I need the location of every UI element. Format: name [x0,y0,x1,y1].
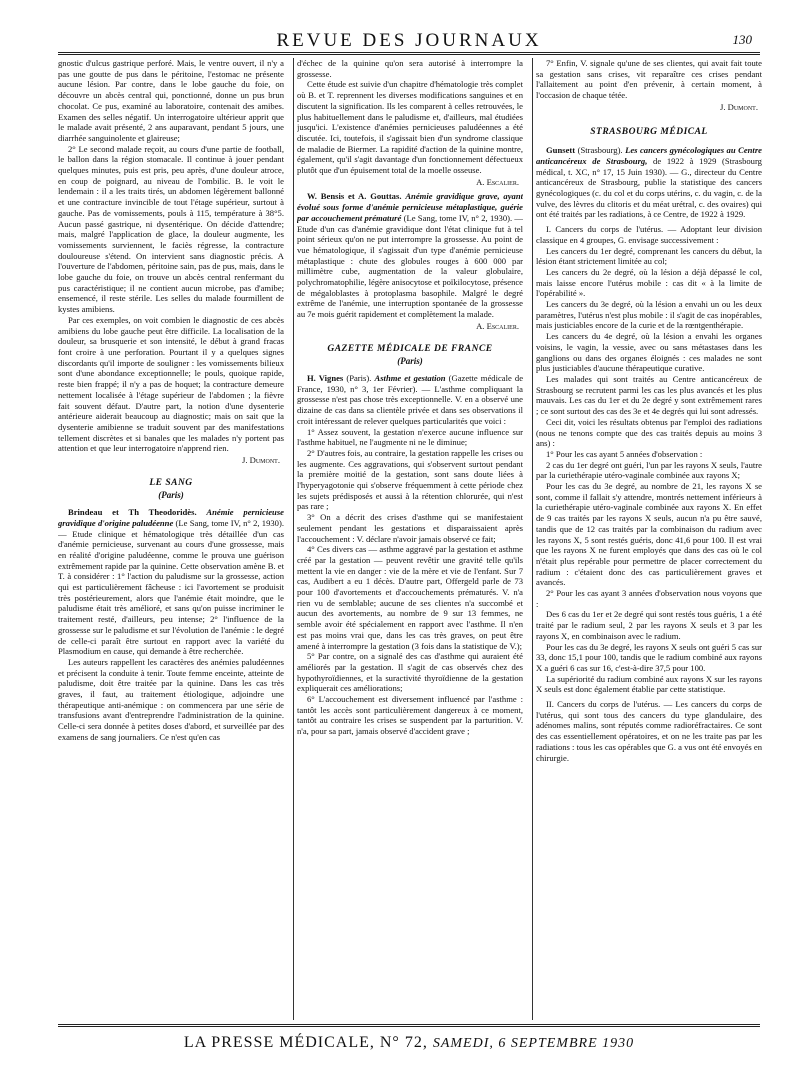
paragraph: 1° Pour les cas ayant 5 années d'observation : [546,448,703,459]
paragraph: Les cancers du 1er degré, comprenant les cancers du début, la lésion étant strictement limitée au col; [536,245,762,267]
article-authors: H. Vignes [307,372,344,383]
column-1 [58,58,284,1016]
paragraph: Par ces exemples, on voit combien le diagnostic de ces abcès amibiens du lobe gauche peut être difficile. La localisation de la douleur, sa brusquerie et son intensité, le début à grand fracas font croire à une perforation. Pourtant il y a quelques signes discordants qu'il importe de souligner : les vomissements bilieux sont d'une abondance exceptionnelle; le pouls, quoique rapide, reste bien frappé; il n'y a pas de hoquet; la contracture demeure nettement localisée à l'étage supérieur de l'abdomen ; la fièvre fait souvent défaut. D'autre part, la notion d'une dysenterie antérieure aiderait beaucoup au diagnostic; mais on sait que la dysenterie amibienne se traduit souvent par des manifestations tellement discrètes et si banales que les malades n'y portent pas attention et que leur interrogatoire n'apprend rien. [58,314,284,454]
section-heading: GAZETTE MÉDICALE DE FRANCE [327,343,493,354]
article-columns [58,58,762,1018]
page-header [58,28,760,52]
article-authors: W. Bensis et A. Gouttas. [307,191,402,202]
page-footer [58,1024,760,1054]
paragraph: 2 cas du 1er degré ont guéri, l'un par les rayons X seuls, l'autre par la curiethérapie utéro-vaginale combinée aux rayons X; [536,459,762,481]
section-city: (Paris) [158,490,184,501]
list-item: 2° D'autres fois, au contraire, la gestation rappelle les crises ou les augmente. Ces aggravations, qui s'observent surtout pendant la première moitié de la gestation, sont sans doute liées à l'hyperyagotonie qui s'observe fréquemment à cette période chez les sujets prédisposés et aussi à la rétention chlorurée, qui n'est pas rare ; [297,447,523,512]
footer-rule [58,1024,760,1027]
footer-journal: LA PRESSE MÉDICALE, N° 72, [183,1034,428,1051]
article-body: (Gazette médicale de France, 1930, n° 3, 1er Février). — L'asthme compliquant la grossesse n'est pas chose très exceptionnelle. V. en a observé une dizaine de cas dans sa clientèle privée et dans ses observations il croit intéressant de relever quelques particularités que voici : [297,372,523,426]
page-number: 130 [732,32,752,47]
paragraph: II. Cancers du corps de l'utérus. — Les cancers du corps de l'utérus, qui sont tous des cancers du type glandulaire, des adénomes malins, sont réputés comme radioréfractaires. Ce sont des cas essentiellement opératoires, et on ne les traite pas par les radiations : tous les cas opérables que G. a vus ont été envoyés en chirurgie. [536,699,762,763]
author-signature: A. Escalier. [476,176,519,187]
paragraph: Les auteurs rappellent les caractères des anémies paludéennes et précisent la conduite à tenir. Toute femme enceinte, atteinte de paludisme, doit être traitée par la quinine. Dans les cas très graves, il faut, au traitement étiologique, adjoindre une thérapeutique anti-anémique : on commencera par une série de transfusions avant d'entreprendre l'administration de la quinine. Celle-ci sera donnée à petites doses d'abord, et surveillée par des examens de sang journaliers. Ce n'est qu'en cas [58,656,284,742]
paragraph: Les malades qui sont traités au Centre anticancéreux de Strasbourg se recrutent parmi les cas les plus avancés et les plus mauvais. Les cas du 1er et du 2e degré y sont extrêmement rares ; ce sont surtout des cas des 3e et 4e degrés qui lui sont adressés. [536,373,762,417]
footer-date: SAMEDI, 6 SEPTEMBRE 1930 [432,1036,635,1051]
author-signature: J. Dumont. [242,455,280,466]
paragraph: Cette étude est suivie d'un chapitre d'hématologie très complet où B. et T. reprennent les diverses modifications sanguines et en discutent la signification. Ils les comparent à celles retrouvées, le plus habituellement dans le paludisme et, d'ailleurs, mal étudiées jusqu'ici. L'existence d'anémies pernicieuses paludéennes a été discutée. Ici, toutefois, il s'agissait bien d'un syndrome classique de maladie de Biermer. La rapidité d'action de la quinine montre, également, qu'il s'agit davantage d'un fonctionnement défectueux plutôt que d'un épuisement total de la moelle osseuse. [297,79,523,176]
journal-section-title: REVUE DES JOURNAUX [276,30,542,51]
article-place: (Strasbourg). [577,145,623,156]
footer-text [58,1034,760,1052]
article-title: Anémie gravidique grave, ayant évolué sous forme d'anémie pernicieuse métaplastique, guérie par accouchement prématuré [297,191,523,223]
column-2 [297,58,523,1016]
list-item: 5° Par contre, on a signalé des cas d'asthme qui auraient été améliorés par la gestation. Il s'agit de cas observés chez des hypothyroïdiennes, et la suractivité thyroïdienne de la gestation expliquerait ces améliorations; [297,651,523,694]
paragraph: gnostic d'ulcus gastrique perforé. Mais, le ventre ouvert, il n'y a pas une goutte de pus dans le péritoine, l'estomac ne présente aucune lésion. Par contre, dans le lobe gauche du foie, on découvre un abcès central qui, ponctionné, donne un pus brun chocolat. Ce pus, examiné au laboratoire, contenait des amibes. Examen des selles négatif. Un interrogatoire ultérieur apprit que le malade avait présenté, 2 ans auparavant, pendant 5 jours, une diarrhée sanguinolente et glaireuse; [58,58,284,143]
header-rule [58,52,760,55]
section-city: (Paris) [397,356,423,367]
author-signature: J. Dumont. [720,101,758,112]
article-abstract [536,145,762,220]
article-title: Asthme et gestation [374,372,446,383]
list-item: 3° On a décrit des crises d'asthme qui se manifestaient seulement pendant les gestations et disparaissaient après l'accouchement : V. déclare n'avoir jamais observé ce fait; [297,512,523,544]
paragraph: Pour les cas du 3e degré, au nombre de 21, les rayons X se sont, comme il fallait s'y attendre, montrés nettement inférieurs à la curiethérapie utéro-vaginale combinée aux rayons X. En effet de 9 cas traités par les rayons X seuls, aucun n'a pu être sauvé, tandis que de 12 cas traités par la combinaison du radium avec les rayons X, 5 sont restés guéris, donc 41,6 pour 100. Il est vrai que les rayons X ne furent employés que dans des cas où le col n'était plus repérable pour permettre de placer correctement du radium : c'étaient donc des cas particulièrement graves et avancés. [536,481,762,588]
article-abstract [297,373,523,427]
article-body: de 1922 à 1929 (Strasbourg médical, t. XC, n° 17, 15 Juin 1930). — G., directeur du Centre anticancéreux de Strasbourg, publie la statistique des cancers gynécologiques (c. du col et du corps utérins, c. du vagin, c. de la vulve, des lèvres du clitoris et du méat urétral, c. des ovaires) qui ont été traités par les radiations, à ce Centre, de 1922 à 1929. [536,155,762,220]
article-authors: Brindeau et Th Theodoridès. [68,507,197,518]
article-title: Anémie pernicieuse gravidique d'origine paludéenne [58,507,284,528]
paragraph: 7° Enfin, V. signale qu'une de ses clientes, qui avait fait toute sa gestation sans crises, vit reparaître ces crises pendant l'allaitement au point d'en prévenir, à certain moment, à l'occasion de chaque tétée. [536,58,762,101]
article-authors: Gunsett [546,145,576,156]
article-abstract [58,507,284,657]
article-title: Les cancers gynécologiques au Centre anticancéreux de Strasbourg, [536,145,762,166]
list-item: 1° Assez souvent, la gestation n'exerce aucune influence sur l'asthme habituel, ne l'augmente ni ne le diminue; [297,426,523,448]
paragraph: d'échec de la quinine qu'on sera autorisé à interrompre la grossesse. [297,58,523,79]
list-item: 4° Ces divers cas — asthme aggravé par la gestation et asthme créé par la gestation — peuvent revêtir une gravité telle qu'ils mettent la vie en danger : vie de la mère et vie de l'enfant. Sur 7 cas, Audibert a eu 1 décès. D'autre part, Offergeld parle de 73 pour 100 d'avortements et d'accouchements prématurés. V. n'a rien vu de semblable; aucune de ses clientes n'a succombé et aucun des avortements, au nombre de 9 sur 13 femmes, ne semble avoir été spécialement en rapport avec l'asthme. Il n'en est pas moins vrai que, dans les cas très graves, on peut être amené à interrompre la gestation (3 fois dans la statistique de V.); [297,544,523,651]
paragraph: Pour les cas du 3e degré, les rayons X seuls ont guéri 5 cas sur 33, donc 15,1 pour 100, tandis que le radium combiné aux rayons X a guéri 6 cas sur 16, c'est-à-dire 37,5 pour 100. [536,641,762,673]
paragraph: La supériorité du radium combiné aux rayons X sur les rayons X seuls est donc également établie par cette statistique. [536,673,762,695]
paragraph: Des 6 cas du 1er et 2e degré qui sont restés tous guéris, 1 a été traité par le radium seul, 2 par les rayons X seuls et 3 par les rayons X, en combinaison avec le radium. [536,609,762,641]
paragraph: Les cancers du 4e degré, où la lésion a envahi les organes voisins, le vagin, la vessie, avec ou sans métastases dans les ganglions ou dans des organes éloignés : ces malades ne sont plus justiciables d'aucune thérapeutique curative. [536,331,762,374]
column-3 [536,58,762,1016]
paragraph: 2° Pour les cas ayant 3 années d'observation nous voyons que : [536,588,762,609]
list-item: 6° L'accouchement est diversement influencé par l'asthme : tantôt les accès sont particulièrement dangereux à ce moment, tantôt au contraire les crises se suspendent par la parturition. V. n'a, pour sa part, jamais observé d'accident grave ; [297,694,523,737]
paragraph: Les cancers du 2e degré, où la lésion a déjà dépassé le col, mais laisse encore l'utérus mobile : cas dit « à la limite de l'opérabilité ». [536,266,762,299]
section-heading: LE SANG [149,477,193,488]
paragraph: I. Cancers du corps de l'utérus. — Adoptant leur division classique en 4 groupes, G. envisage successivement : [536,224,762,245]
article-place: (Paris). [346,372,372,383]
article-abstract [297,191,523,319]
paragraph: Les cancers du 3e degré, où la lésion a envahi un ou les deux paramètres, l'utérus n'est plus mobile : il s'agit de cas inopérables, mais justiciables encore de la curie et de la rœntgenthérapie. [536,299,762,331]
article-body: (Le Sang, tome IV, n° 2, 1930). — Etude d'un cas d'anémie gravidique dont l'état clinique fut à tel point sérieux qu'on ne put interrompre la grossesse. Au point de vue hématologique, il s'agissait d'un type d'anémie pernicieuse métaplastique : chute des globules rouges à 600 000 par millimètre cube, augmentation de la valeur globulaire, polychromatophilie, légère anisocytose et poïkilocytose, présence de mégaloblastes à protoplasma basophile. Malgré le degré extrême de l'anémie, une interruption spontanée de la grossesse au 7e mois guérit rapidement et complètement la malade. [297,212,523,320]
author-signature: A. Escalier. [476,320,519,331]
section-heading: STRASBOURG MÉDICAL [590,126,708,137]
paragraph: Ceci dit, voici les résultats obtenus par l'emploi des radiations (nous ne tenons compte que des cas traités depuis au moins 3 ans) : [536,416,762,449]
paragraph: 2° Le second malade reçoit, au cours d'une partie de football, le ballon dans la région stomacale. Il continue à jouer pendant quelques minutes, puis est pris, peu après, d'une douleur atroce, en coup de poignard, au niveau de l'ombilic. B. le voit le lendemain : il a les traits tirés, un abdomen légèrement ballonné et une contracture invincible de tout l'étage supérieur, surtout à gauche. Pas de vomissements, pouls à 115, température à 38°5. Aucun passé gastrique, ni dysentérique. On décide d'attendre; mais, malgré l'application de glace, la douleur augmente, les vomissements surviennent, le faciès régresse, la contracture douloureuse s'étend. On intervient sans diagnostic précis. A l'ouverture de l'abdomen, péritoine sain, pas de pus, mais, dans le lobe gauche du foie, on trouve un abcès central renfermant du pus caractéristique; il ne contient aucun microbe, pas d'amibe; ensemencé, il reste stérile. Les selles du malade fourmillent de kystes amibiens. [58,143,284,315]
article-body: (Le Sang, tome IV, n° 2, 1930). — Etude clinique et hématologique très détaillée d'un cas d'anémie pernicieuse, survenant au cours d'une grossesse, mais en réalité d'origine paludéenne, comme le prouva une guérison extrêmement rapide par la quinine. Cette observation amène B. et T. à considérer : 1° l'action du paludisme sur la grossesse, action qui est particulièrement fâcheuse : ici l'avortement se produisit très postérieurement, alors que l'anémie était moindre, que le paludisme était très amélioré, et sans qu'on puisse incriminer le traitement resté, d'ailleurs, peu intense; 2° l'influence de la grossesse sur le paludisme et sur l'évolution de l'anémie : le degré de celle-ci paraît être surtout en rapport avec la variété du Plasmodium en cause, qui demande à être recherchée. [58,517,284,657]
